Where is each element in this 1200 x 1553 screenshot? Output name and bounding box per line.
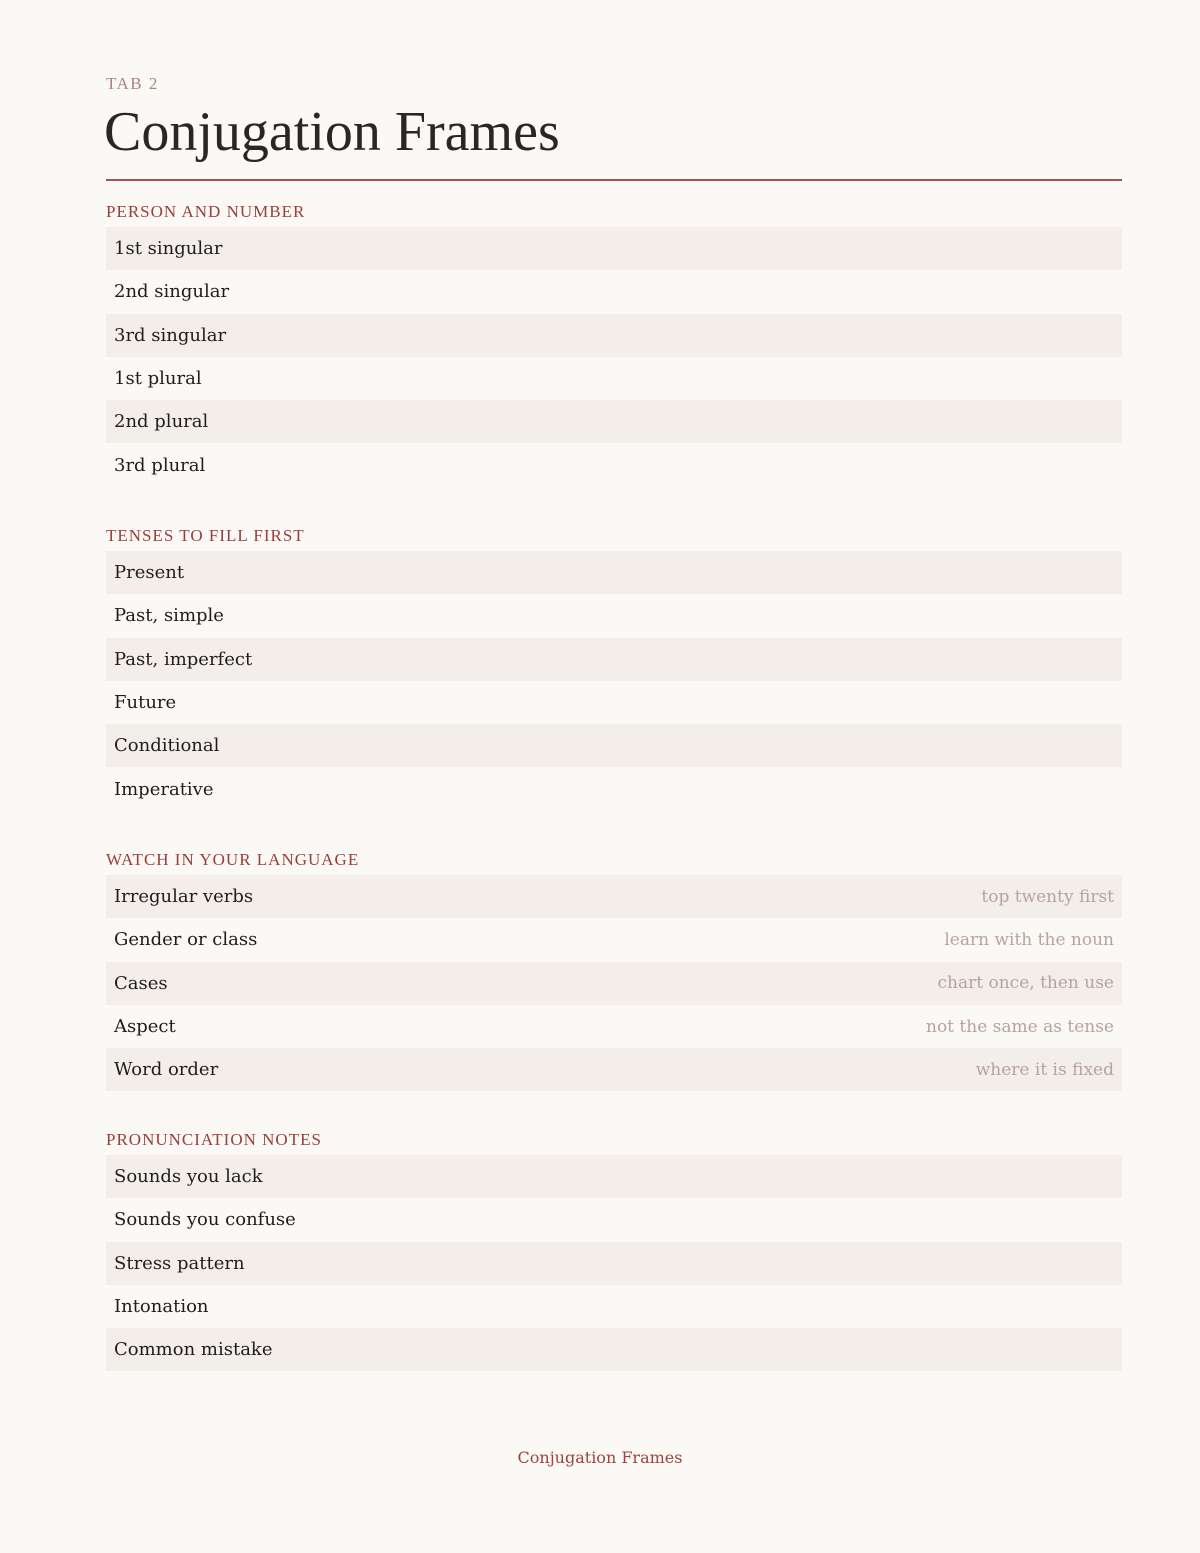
section-tenses-to-fill-first xyxy=(106,526,1122,811)
list-row xyxy=(106,594,1122,637)
row-label: 1st plural xyxy=(114,368,202,390)
list-row xyxy=(106,918,1122,961)
row-label: Sounds you lack xyxy=(114,1166,263,1188)
section-person-and-number xyxy=(106,202,1122,487)
row-label: Stress pattern xyxy=(114,1252,245,1274)
list-row xyxy=(106,638,1122,681)
row-label: 3rd plural xyxy=(114,454,206,476)
list-row xyxy=(106,767,1122,810)
list-row xyxy=(106,443,1122,486)
row-label: 2nd singular xyxy=(114,281,230,303)
section-title: TENSES TO FILL FIRST xyxy=(106,526,305,545)
page-footer: Conjugation Frames xyxy=(517,1448,683,1467)
list-row xyxy=(106,357,1122,400)
row-label: Present xyxy=(114,562,185,584)
list-row xyxy=(106,400,1122,443)
row-label: Aspect xyxy=(114,1016,176,1038)
row-label: Common mistake xyxy=(114,1339,273,1361)
list-row xyxy=(106,681,1122,724)
row-label: Past, imperfect xyxy=(114,648,253,670)
row-note: learn with the noun xyxy=(944,929,1114,950)
section-title: PERSON AND NUMBER xyxy=(106,202,306,221)
list-row xyxy=(106,314,1122,357)
list-row xyxy=(106,1005,1122,1048)
row-label: Conditional xyxy=(114,735,220,757)
row-label: Past, simple xyxy=(114,605,224,627)
row-label: Cases xyxy=(114,972,168,994)
row-label: Word order xyxy=(114,1059,219,1081)
list-row xyxy=(106,1242,1122,1285)
row-label: Sounds you confuse xyxy=(114,1209,296,1231)
row-label: Future xyxy=(114,692,177,714)
list-row xyxy=(106,962,1122,1005)
section-pronunciation-notes xyxy=(106,1130,1122,1371)
row-label: Intonation xyxy=(114,1296,209,1318)
section-title: PRONUNCIATION NOTES xyxy=(106,1130,322,1149)
row-note: top twenty first xyxy=(981,886,1114,907)
list-row xyxy=(106,551,1122,594)
list-row xyxy=(106,1328,1122,1371)
row-label: 2nd plural xyxy=(114,411,209,433)
row-label: Gender or class xyxy=(114,929,258,951)
row-label: Irregular verbs xyxy=(114,886,254,908)
tab-label: TAB 2 xyxy=(106,74,159,93)
row-label: 3rd singular xyxy=(114,324,227,346)
title-divider xyxy=(106,179,1122,181)
row-note: chart once, then use xyxy=(937,973,1114,994)
list-row xyxy=(106,875,1122,918)
list-row xyxy=(106,227,1122,270)
section-title: WATCH IN YOUR LANGUAGE xyxy=(106,850,360,869)
list-row xyxy=(106,1285,1122,1328)
row-note: where it is fixed xyxy=(975,1059,1114,1080)
list-row xyxy=(106,1198,1122,1241)
list-row xyxy=(106,724,1122,767)
page-title: Conjugation Frames xyxy=(104,101,560,163)
section-watch-in-your-language xyxy=(106,850,1122,1091)
row-label: 1st singular xyxy=(114,238,223,260)
list-row xyxy=(106,1155,1122,1198)
row-note: not the same as tense xyxy=(926,1016,1114,1037)
list-row xyxy=(106,1048,1122,1091)
row-label: Imperative xyxy=(114,778,214,800)
list-row xyxy=(106,270,1122,313)
